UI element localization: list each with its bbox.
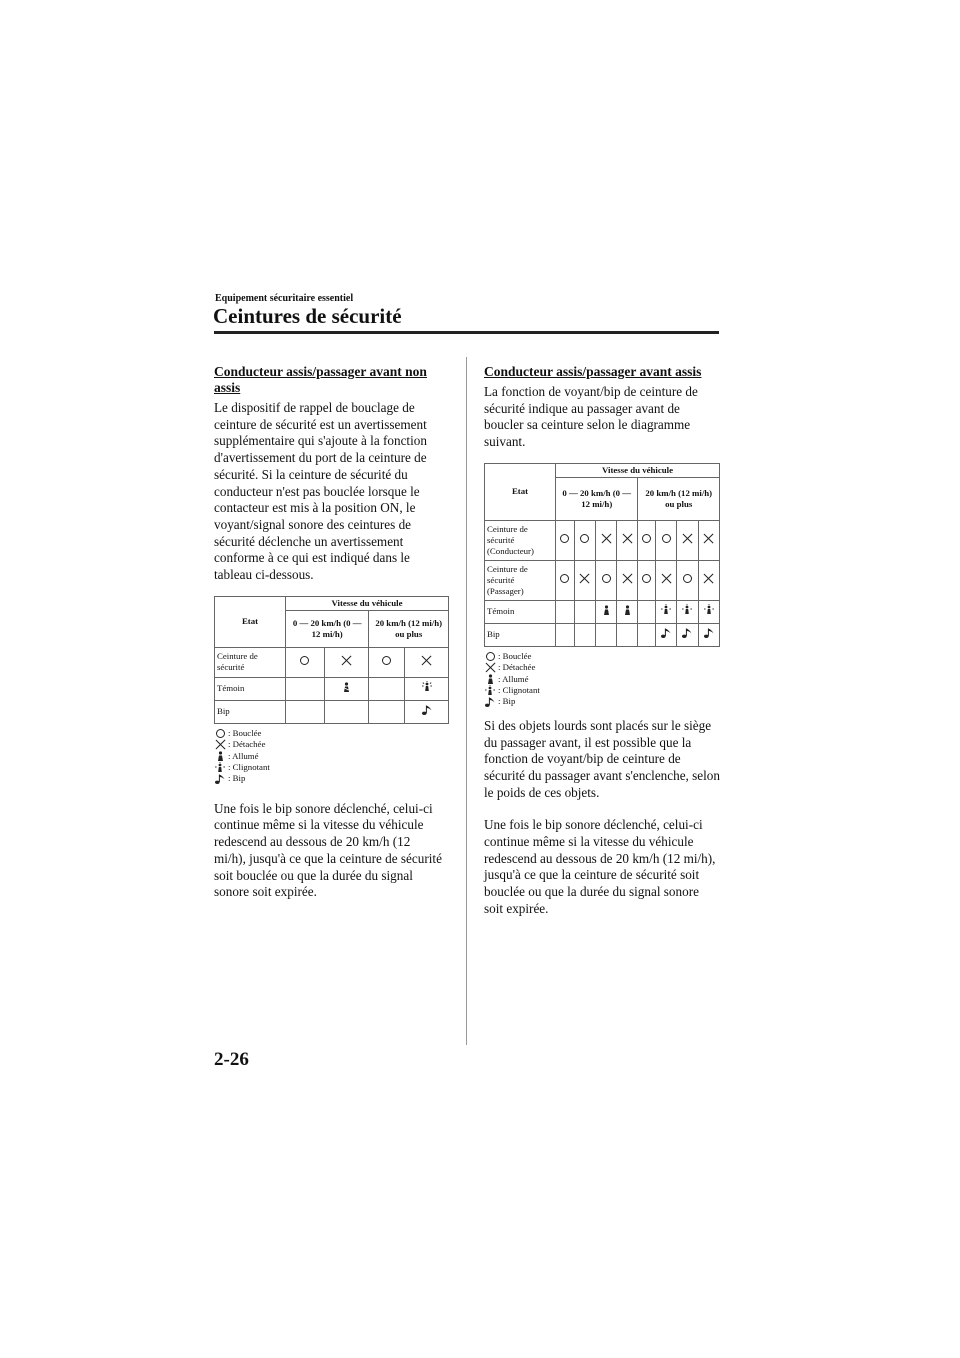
belt-buckled-icon xyxy=(638,520,656,560)
speed-low-header: 0 — 20 km/h (0 — 12 mi/h) xyxy=(556,477,638,520)
right-intro: La fonction de voyant/bip de ceinture de sécurité indique au passager avant de boucler sa ceinture selon le diagramme suivant. xyxy=(484,384,698,450)
belt-buckled-icon xyxy=(595,560,616,600)
right-para-1: Si des objets lourds sont placés sur le siège du passager avant, il est possible que la fonction de voyant/bip de ceinture de sécurité du passager avant s'enclenche, selon le poids de ces objets. xyxy=(484,717,720,800)
belt-buckled-icon xyxy=(556,520,575,560)
row-label: Ceinture de sécurité (Passager) xyxy=(485,560,556,600)
legend-item: : Détachée xyxy=(484,662,720,673)
warning-light-on-icon xyxy=(484,674,496,685)
table-row xyxy=(485,520,720,560)
belt-unbuckled-icon xyxy=(617,520,638,560)
belt-unbuckled-icon xyxy=(677,520,698,560)
beep-icon xyxy=(405,700,449,723)
belt-unbuckled-icon xyxy=(214,739,226,750)
warning-light-flashing-icon xyxy=(484,685,496,696)
table-row xyxy=(485,560,720,600)
belt-unbuckled-icon xyxy=(574,560,595,600)
belt-buckled-icon xyxy=(214,728,226,739)
legend-item: : Clignotant xyxy=(214,762,442,773)
legend-item: : Bip xyxy=(214,773,442,784)
section-label: Equipement sécuritaire essentiel xyxy=(215,293,354,304)
column-divider xyxy=(466,357,467,1045)
beep-icon xyxy=(656,623,677,646)
belt-unbuckled-icon xyxy=(698,560,719,600)
row-label: Bip xyxy=(485,623,556,646)
left-intro: Le dispositif de rappel de bouclage de ceinture de sécurité est un avertissement supplémentaire qui s'ajoute à la fonction d'avertissement du port de la ceinture de sécurité. Si la ceinture de sécurité du conducteur n'est pas bouclée lorsque le contacteur est mis à la position ON, le voyant/signal sonore des ceintures de sécurité déclenche un avertissement conforme à ce qui est indiqué dans le tableau ci-dessous. xyxy=(214,400,427,583)
belt-buckled-icon xyxy=(556,560,575,600)
table-row xyxy=(485,600,720,623)
belt-unbuckled-icon xyxy=(595,520,616,560)
legend-item: : Clignotant xyxy=(484,685,720,696)
belt-buckled-icon xyxy=(369,647,405,677)
etat-header: Etat xyxy=(485,463,556,520)
row-label: Témoin xyxy=(215,677,286,700)
left-column xyxy=(214,364,442,901)
belt-unbuckled-icon xyxy=(617,560,638,600)
right-table xyxy=(484,463,720,647)
page-number: 2-26 xyxy=(214,1049,249,1070)
right-para-2: Une fois le bip sonore déclenché, celui-ci continue même si la vitesse du véhicule redescend au dessous de 20 km/h (12 mi/h), jusqu'à ce que la ceinture de sécurité soit bouclée ou que la durée du signal sonore soit expirée. xyxy=(484,817,716,916)
legend-item: : Allumé xyxy=(214,751,442,762)
left-table xyxy=(214,596,449,724)
etat-header: Etat xyxy=(215,596,286,647)
belt-buckled-icon xyxy=(484,651,496,662)
beep-icon xyxy=(484,697,496,708)
table-row xyxy=(485,623,720,646)
speed-high-header: 20 km/h (12 mi/h) ou plus xyxy=(638,477,720,520)
table-row xyxy=(215,647,449,677)
warning-light-on-icon xyxy=(214,751,226,762)
belt-unbuckled-icon xyxy=(656,560,677,600)
warning-light-on-icon xyxy=(324,677,368,700)
left-heading: Conducteur assis/passager avant non assis xyxy=(214,364,427,395)
table-row xyxy=(215,677,449,700)
belt-buckled-icon xyxy=(656,520,677,560)
title-rule xyxy=(214,331,719,334)
table-row xyxy=(215,700,449,723)
warning-light-flashing-icon xyxy=(656,600,677,623)
warning-light-flashing-icon xyxy=(405,677,449,700)
page-title: Ceintures de sécurité xyxy=(213,304,402,328)
warning-light-on-icon xyxy=(595,600,616,623)
belt-buckled-icon xyxy=(574,520,595,560)
right-legend xyxy=(484,651,720,708)
belt-unbuckled-icon xyxy=(324,647,368,677)
warning-light-flashing-icon xyxy=(214,762,226,773)
belt-unbuckled-icon xyxy=(405,647,449,677)
speed-header: Vitesse du véhicule xyxy=(286,596,449,610)
speed-high-header: 20 km/h (12 mi/h) ou plus xyxy=(369,610,449,647)
row-label: Ceinture de sécurité xyxy=(215,647,286,677)
legend-item: : Bouclée xyxy=(484,651,720,662)
warning-light-flashing-icon xyxy=(677,600,698,623)
left-legend xyxy=(214,728,442,785)
speed-low-header: 0 — 20 km/h (0 — 12 mi/h) xyxy=(286,610,369,647)
legend-item: : Bouclée xyxy=(214,728,442,739)
legend-item: : Détachée xyxy=(214,739,442,750)
left-after-paragraph: Une fois le bip sonore déclenché, celui-ci continue même si la vitesse du véhicule redescend au dessous de 20 km/h (12 mi/h), jusqu'à ce que la ceinture de sécurité soit bouclée ou que la durée du signal sonore soit expirée. xyxy=(214,800,442,900)
row-label: Bip xyxy=(215,700,286,723)
beep-icon xyxy=(214,774,226,785)
legend-item: : Bip xyxy=(484,696,720,707)
right-heading: Conducteur assis/passager avant assis xyxy=(484,364,702,379)
warning-light-on-icon xyxy=(617,600,638,623)
warning-light-flashing-icon xyxy=(698,600,719,623)
right-column xyxy=(484,364,720,918)
beep-icon xyxy=(698,623,719,646)
speed-header: Vitesse du véhicule xyxy=(556,463,720,477)
beep-icon xyxy=(677,623,698,646)
row-label: Témoin xyxy=(485,600,556,623)
belt-buckled-icon xyxy=(638,560,656,600)
belt-buckled-icon xyxy=(677,560,698,600)
row-label: Ceinture de sécurité (Conducteur) xyxy=(485,520,556,560)
belt-unbuckled-icon xyxy=(698,520,719,560)
belt-unbuckled-icon xyxy=(484,662,496,673)
belt-buckled-icon xyxy=(286,647,325,677)
legend-item: : Allumé xyxy=(484,674,720,685)
